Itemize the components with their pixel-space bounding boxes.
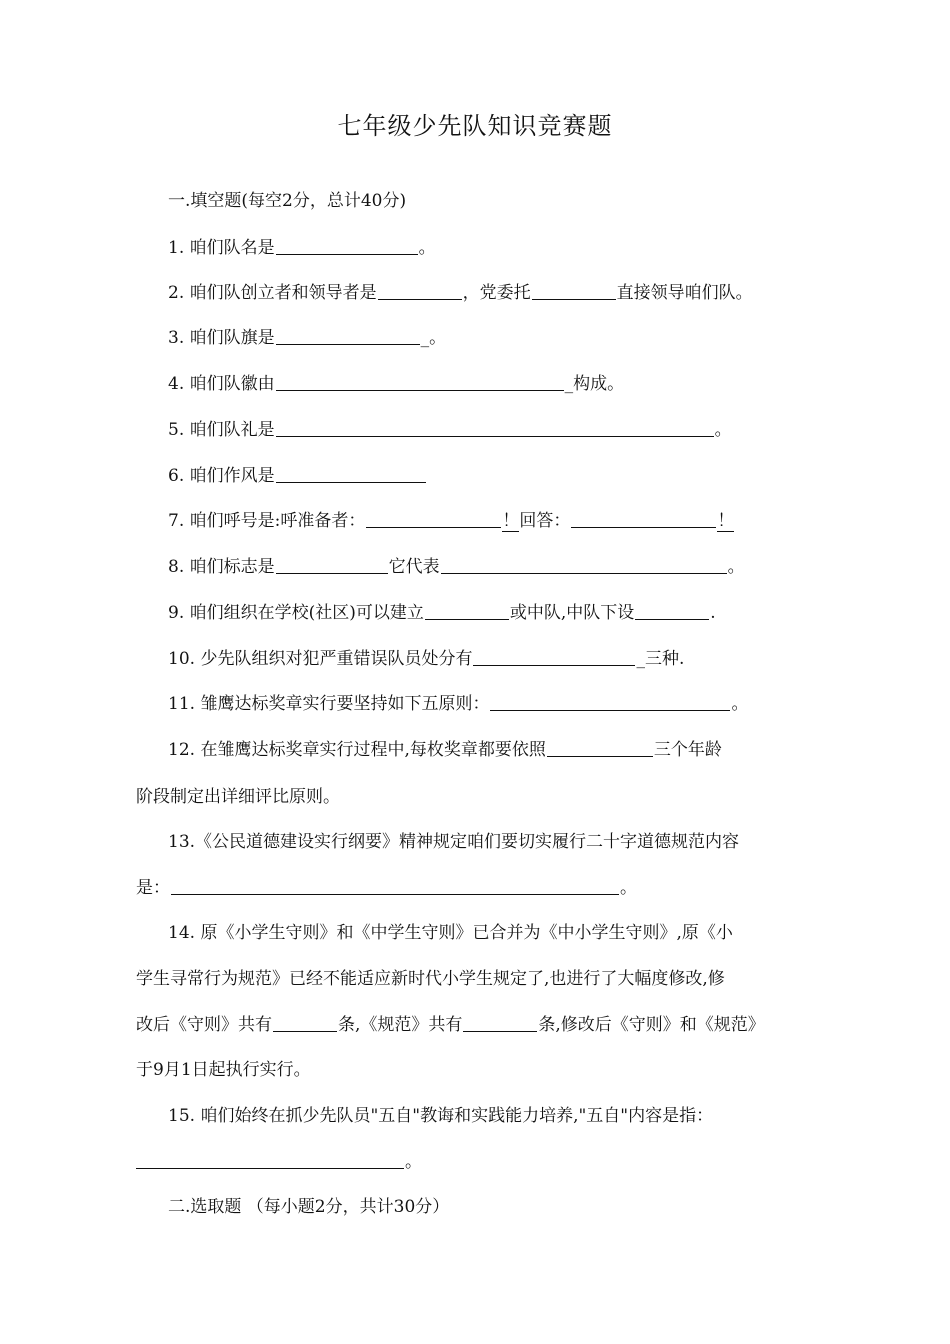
answer-blank[interactable] [276, 374, 564, 391]
answer-blank[interactable] [463, 1015, 537, 1032]
question-14-line-2: 学生寻常行为规范》已经不能适应新时代小学生规定了,也进行了大幅度修改,修 [136, 969, 725, 989]
question-13-continued: 是： 。 [136, 878, 637, 898]
question-13: 13.《公民道德建设实行纲要》精神规定咱们要切实履行二十字道德规范内容 [168, 832, 740, 852]
document-title: 七年级少先队知识竞赛题 [337, 112, 613, 140]
answer-blank[interactable] [276, 420, 714, 437]
answer-blank[interactable] [276, 238, 418, 255]
question-11: 11. 雏鹰达标奖章实行要坚持如下五原则： 。 [168, 694, 749, 714]
question-3: 3. 咱们队旗是 _。 [168, 328, 447, 348]
answer-blank[interactable] [490, 694, 730, 711]
question-15-continued: 。 [136, 1152, 422, 1172]
answer-blank[interactable] [473, 649, 635, 666]
answer-blank[interactable] [276, 328, 420, 345]
answer-blank[interactable] [136, 1152, 404, 1169]
question-12: 12. 在雏鹰达标奖章实行过程中,每枚奖章都要依照 三个年龄 [168, 740, 722, 760]
question-10: 10. 少先队组织对犯严重错误队员处分有 _三种. [168, 649, 685, 669]
answer-blank[interactable] [276, 466, 426, 483]
question-14-line-4: 于9月1日起执行实行。 [136, 1060, 311, 1080]
question-6: 6. 咱们作风是 [168, 466, 427, 486]
section-multiple-choice-heading: 二.选取题 （每小题2分，共计30分） [168, 1197, 450, 1217]
question-2: 2. 咱们队创立者和领导者是 ，党委托 直接领导咱们队。 [168, 283, 753, 303]
answer-blank[interactable] [441, 557, 727, 574]
question-5: 5. 咱们队礼是 。 [168, 420, 732, 440]
question-7: 7. 咱们呼号是:呼准备者： ！回答： ！ [168, 511, 735, 531]
question-14: 14. 原《小学生守则》和《中学生守则》已合并为《中小学生守则》,原《小 [168, 923, 733, 943]
question-1: 1. 咱们队名是 。 [168, 238, 436, 258]
answer-blank[interactable] [366, 511, 501, 528]
answer-blank[interactable] [547, 740, 653, 757]
answer-blank[interactable] [273, 1015, 337, 1032]
question-4: 4. 咱们队徽由 _构成。 [168, 374, 625, 394]
answer-blank[interactable] [276, 557, 388, 574]
section-fill-in-heading: 一.填空题(每空2分，总计40分) [168, 191, 407, 211]
question-15: 15. 咱们始终在抓少先队员"五自"教诲和实践能力培养,"五自"内容是指： [168, 1106, 714, 1126]
question-12-continued: 阶段制定出详细评比原则。 [136, 787, 340, 807]
question-14-line-3: 改后《守则》共有 条,《规范》共有 条,修改后《守则》和《规范》 [136, 1015, 765, 1035]
answer-blank[interactable] [425, 603, 509, 620]
question-8: 8. 咱们标志是 它代表 。 [168, 557, 745, 577]
question-9: 9. 咱们组织在学校(社区)可以建立 或中队,中队下设 . [168, 603, 716, 623]
answer-blank[interactable] [532, 283, 616, 300]
answer-blank[interactable] [378, 283, 462, 300]
answer-blank[interactable] [635, 603, 709, 620]
answer-blank[interactable] [571, 511, 716, 528]
answer-blank[interactable] [171, 878, 619, 895]
